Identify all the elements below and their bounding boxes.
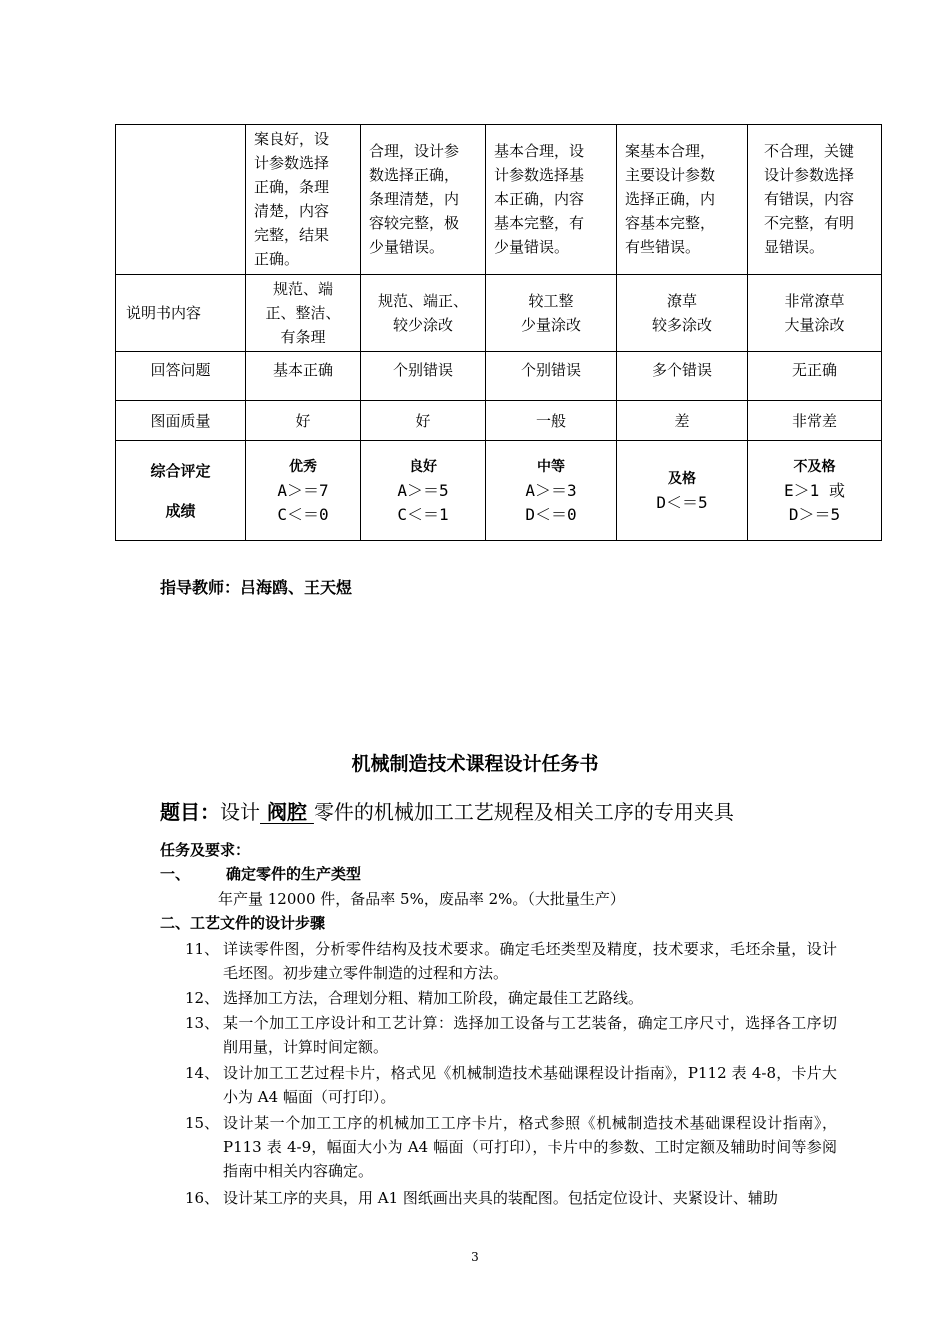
criteria-cell: 好 (361, 401, 486, 441)
list-item: 15、 设计某一个加工工序的机械加工工序卡片，格式参照《机械制造技术基础课程设计指南》，P113 表 4-9，幅面大小为 A4 幅面（可打印），卡片中的参数、工时定额及辅助时间等参阅指南中相关内容确定。 (185, 1114, 837, 1180)
instructor-line: 指导教师：吕海鸥、王天煜 (160, 578, 353, 597)
criteria-cell: 合理，设计参 数选择正确， 条理清楚，内 容较完整，极 少量错误。 (361, 125, 486, 275)
criteria-cell: 无正确 (748, 352, 882, 401)
section-1-title: 确定零件的生产类型 (226, 865, 362, 883)
criteria-cell: 一般 (486, 401, 617, 441)
row-label (116, 125, 246, 275)
criteria-cell: 好 (246, 401, 361, 441)
table-row-overall-grade (116, 441, 882, 541)
topic-prefix: 题目： (160, 800, 220, 824)
criteria-cell: 基本正确 (246, 352, 361, 401)
row-label: 图面质量 (116, 401, 246, 441)
grade-cell: 中等 A＞＝3 D＜＝0 (486, 441, 617, 541)
topic-rest: 零件的机械加工工艺规程及相关工序的专用夹具 (313, 800, 734, 824)
criteria-cell: 个别错误 (361, 352, 486, 401)
criteria-cell: 案基本合理， 主要设计参数 选择正确，内 容基本完整， 有些错误。 (617, 125, 748, 275)
grade-cell: 优秀 A＞＝7 C＜＝0 (246, 441, 361, 541)
section-1-text: 年产量 12000 件，备品率 5%，废品率 2%。（大批量生产） (218, 890, 625, 908)
criteria-cell: 较工整 少量涂改 (486, 275, 617, 352)
criteria-cell: 差 (617, 401, 748, 441)
criteria-cell: 个别错误 (486, 352, 617, 401)
page-number: 3 (471, 1250, 479, 1264)
criteria-cell: 非常差 (748, 401, 882, 441)
list-item: 12、 选择加工方法，合理划分粗、精加工阶段，确定最佳工艺路线。 (185, 989, 644, 1007)
criteria-cell: 规范、端正、 较少涂改 (361, 275, 486, 352)
criteria-cell: 案良好，设 计参数选择 正确，条理 清楚，内容 完整，结果 正确。 (246, 125, 361, 275)
topic-part-name: 阀腔 (260, 800, 314, 824)
criteria-cell: 多个错误 (617, 352, 748, 401)
row-label: 说明书内容 (116, 275, 246, 352)
grade-cell: 良好 A＞＝5 C＜＝1 (361, 441, 486, 541)
table-row-drawing-quality (116, 401, 882, 441)
grading-table (115, 124, 882, 541)
criteria-cell: 不合理，关键 设计参数选择 有错误，内容 不完整，有明 显错误。 (748, 125, 882, 275)
criteria-cell: 规范、端 正、整洁、 有条理 (246, 275, 361, 352)
topic-lead: 设计 (220, 800, 260, 824)
section-1-number: 一、 (160, 865, 191, 883)
grade-cell: 不及格 E＞1 或 D＞＝5 (748, 441, 882, 541)
table-row-answers (116, 352, 882, 401)
document-title: 机械制造技术课程设计任务书 (351, 753, 599, 775)
topic-line (160, 797, 734, 827)
list-item: 14、 设计加工工艺过程卡片，格式见《机械制造技术基础课程设计指南》，P112 表 4-8，卡片大小为 A4 幅面（可打印）。 (185, 1064, 837, 1106)
section-2-title: 二、工艺文件的设计步骤 (160, 914, 326, 932)
grade-cell: 及格 D＜＝5 (617, 441, 748, 541)
criteria-cell: 非常潦草 大量涂改 (748, 275, 882, 352)
criteria-cell: 基本合理，设 计参数选择基 本正确，内容 基本完整，有 少量错误。 (486, 125, 617, 275)
requirements-heading: 任务及要求： (160, 841, 251, 859)
table-row-design (116, 125, 882, 275)
row-label: 综合评定 成绩 (116, 441, 246, 541)
row-label: 回答问题 (116, 352, 246, 401)
list-item: 11、 详读零件图，分析零件结构及技术要求。确定毛坯类型及精度，技术要求，毛坯余量，设计毛坯图。初步建立零件制造的过程和方法。 (185, 940, 837, 982)
table-row-manual (116, 275, 882, 352)
list-item: 13、 某一个加工工序设计和工艺计算：选择加工设备与工艺装备，确定工序尺寸，选择各工序切削用量，计算时间定额。 (185, 1014, 837, 1056)
list-item: 16、 设计某工序的夹具，用 A1 图纸画出夹具的装配图。包括定位设计、夹紧设计、辅助 (185, 1189, 778, 1207)
criteria-cell: 潦草 较多涂改 (617, 275, 748, 352)
